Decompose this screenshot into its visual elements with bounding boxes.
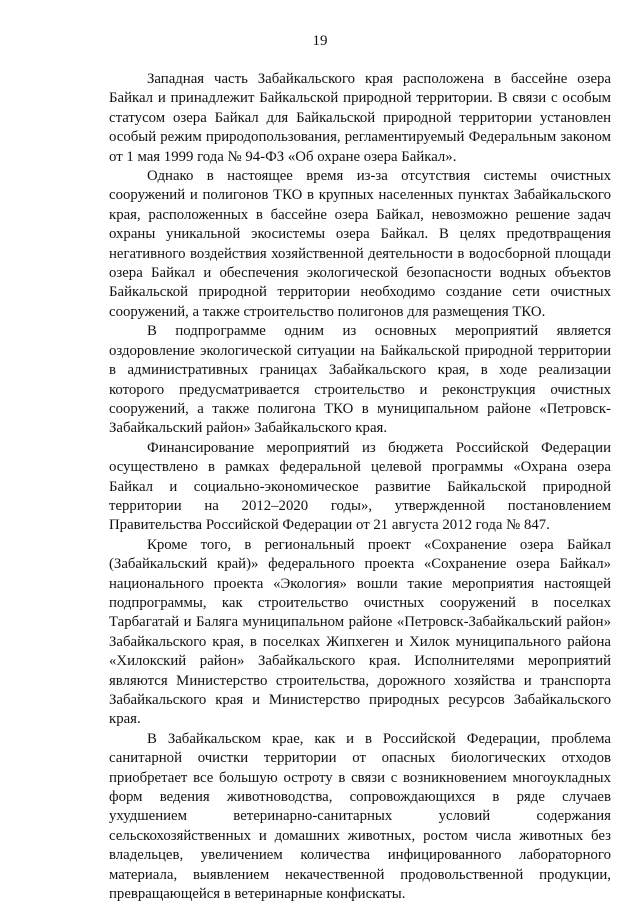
paragraph-federal-financing: Финансирование мероприятий из бюджета Российской Федерации осуществлено в рамках федеральной целевой программы «Охрана озера Байкал и социально-экономическое развитие Байкальской природной территории на 2012–2020 годы», утвержденной постановлением Правительства Российской Федерации от 21 августа 2012 года № 847. <box>109 439 611 534</box>
paragraph-baikal-territory: Западная часть Забайкальского края расположена в бассейне озера Байкал и принадлежит Байкальской природной территории. В связи с особым статусом озера Байкал для Байкальской природной территории установлен особый режим природопользования, регламентируемый Федеральным законом от 1 мая 1999 года № 94-ФЗ «Об охране озера Байкал». <box>109 71 611 165</box>
paragraph-treatment-facilities: Однако в настоящее время из-за отсутствия системы очистных сооружений и полигонов ТКО в крупных населенных пунктах Забайкальского края, расположенных в бассейне озера Байкал, невозможно решение задач охраны уникальной экосистемы озера Байкал. В целях предотвращения негативного воздействия хозяйственной деятельности в водосборной площади озера Байкал и обеспечения экологической безопасности водных объектов Байкальской природной территории необходимо создание сети очистных сооружений, а также строительство полигонов для размещения ТКО. <box>109 168 611 320</box>
paragraph-biological-waste: В Забайкальском крае, как и в Российской Федерации, проблема санитарной очистки территории от опасных биологических отходов приобретает все большую остроту в связи с возникновением многоукладных форм ведения животноводства, сопровождающихся в ряде случаев ухудшением ветеринарно-санитарных условий содержания сельскохозяйственных и домашних животных, ростом числа животных без владельцев, увеличением количества инфицированного лабораторного материала, выявлением некачественной продовольственной продукции, превращающейся в ветеринарные конфискаты. <box>109 730 611 903</box>
paragraph-regional-project: Кроме того, в региональный проект «Сохранение озера Байкал (Забайкальский край)» федерального проекта «Сохранение озера Байкал» национального проекта «Экология» вошли такие мероприятия настоящей подпрограммы, как строительство очистных сооружений в поселках Тарбагатай и Баляга муниципальном районе «Петровск-Забайкальский район» Забайкальского края, в поселках Жипхеген и Хилок муниципального района «Хилокский район» Забайкальского края. Исполнителями мероприятий являются Министерство строительства, дорожного хозяйства и транспорта Забайкальского края и Министерство природных ресурсов Забайкальского края. <box>109 536 611 728</box>
page-number: 19 <box>312 33 328 49</box>
document-body <box>109 70 611 904</box>
paragraph-subprogram-measures: В подпрограмме одним из основных мероприятий является оздоровление экологической ситуации на Байкальской природной территории в административных границах Забайкальского края, в ходе реализации которого предусматривается строительство и реконструкция очистных сооружений, а также полигона ТКО в муниципальном районе «Петровск-Забайкальский район» Забайкальского края. <box>109 323 611 437</box>
